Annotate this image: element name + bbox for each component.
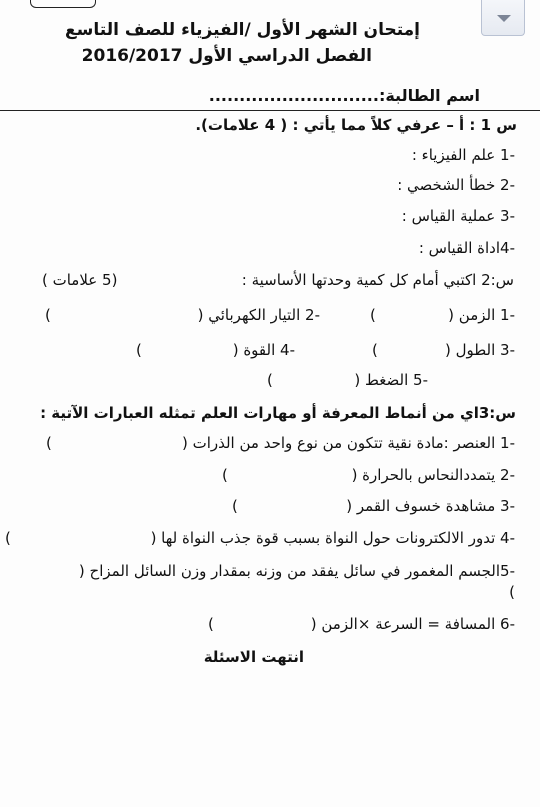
q3-item-close: ) xyxy=(222,466,228,484)
q3-item-open: -6 المسافة = السرعة ×الزمن ( xyxy=(310,615,515,633)
q3-item-open: -3 مشاهدة خسوف القمر ( xyxy=(346,497,515,515)
q3-title: س:3اي من أنماط المعرفة أو مهارات العلم تمثله العبارات الآتية : xyxy=(40,404,516,422)
q3-item-close: ) xyxy=(208,615,214,633)
q3-item-close: ) xyxy=(232,497,238,515)
q1-item: -3 عملية القياس : xyxy=(401,207,515,225)
q2-item-close: ) xyxy=(370,306,376,324)
q1-item: -2 خطأ الشخصي : xyxy=(397,176,515,194)
q2-item-close: ) xyxy=(136,341,142,359)
end-of-questions: انتهت الاسئلة xyxy=(203,648,304,666)
q1-item: -4اداة القياس : xyxy=(418,239,515,257)
q3-item-open: -5الجسم المغمور في سائل يفقد من وزنه بمقدار وزن السائل المزاح ( xyxy=(78,562,515,580)
q2-item-close: ) xyxy=(372,341,378,359)
q2-item-open: -2 التيار الكهربائي ( xyxy=(197,306,320,324)
q2-item-open: -4 القوة ( xyxy=(232,341,295,359)
q2-item-open: -3 الطول ( xyxy=(444,341,515,359)
exam-term: الفصل الدراسي الأول 2016/2017 xyxy=(81,46,372,66)
q3-item-close: ) xyxy=(509,583,515,601)
dropdown-button[interactable] xyxy=(481,0,525,36)
student-name-line: اسم الطالبة:............................ xyxy=(208,86,480,105)
q3-item-close: ) xyxy=(46,434,52,452)
q3-item-open: -4 تدور الالكترونات حول النواة بسبب قوة جذب النواة لها ( xyxy=(150,529,515,547)
q3-item-open: -2 يتمددالنحاس بالحرارة ( xyxy=(351,466,515,484)
q2-item-open: -1 الزمن ( xyxy=(448,306,515,324)
q3-item-open: -1 العنصر :مادة نقية تتكون من نوع واحد من الذرات ( xyxy=(181,434,515,452)
header-divider xyxy=(0,110,540,111)
q2-item-open: -5 الضغط ( xyxy=(354,371,428,389)
chevron-down-icon xyxy=(497,15,511,22)
q2-marks: (5 علامات ) xyxy=(42,271,118,289)
q2-item-close: ) xyxy=(267,371,273,389)
q1-title: س 1 : أ – عرفي كلاً مما يأتي : ( 4 علامات). xyxy=(195,116,517,134)
q2-title: س:2 اكتبي أمام كل كمية وحدتها الأساسية : xyxy=(241,271,514,289)
exam-title: إمتحان الشهر الأول /الفيزياء للصف التاسع xyxy=(65,20,420,40)
q2-item-close: ) xyxy=(45,306,51,324)
q1-item: -1 علم الفيزياء : xyxy=(411,146,515,164)
page-corner-box xyxy=(30,0,96,8)
q3-item-close: ) xyxy=(5,529,11,547)
